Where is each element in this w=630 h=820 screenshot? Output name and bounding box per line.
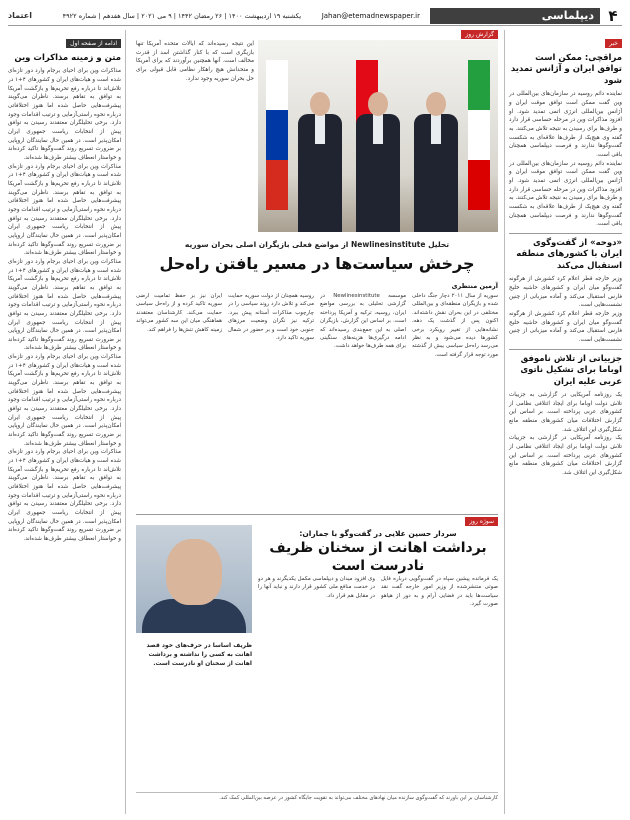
article-col-2: موسسه Newlinesinstitute در گزارشی تحلیلی به بررسی مواضع ایران، روسیه، ترکیه و آمریکا پرداخته است. بر اساس این گزارش، بازیگران اصلی به این جمع‌بندی رسیده‌اند که ادامه درگیری‌ها هزینه‌های سنگینی برای همه طرف‌ها خواهد داشت. (320, 293, 406, 350)
left-title[interactable]: متن و زمینه مذاکرات وین (14, 53, 121, 63)
divider (509, 233, 622, 234)
article-col-3: روسیه همچنان از دولت سوریه حمایت می‌کند و تلاش دارد روند سیاسی را در چارچوب مذاکرات آستانه پیش ببرد. ترکیه نیز نگران وضعیت مرزهای جنوبی خود است و بر حضور در شمال سوریه تاکید دارد. (228, 293, 314, 341)
masthead-bar (8, 6, 622, 26)
main-headline[interactable]: چرخش سیاست‌ها در مسیر یافتن راه‌حل (159, 254, 475, 273)
story1-body-cont: نماینده دائم روسیه در سازمان‌های بین‌المللی در وین گفت ممکن است توافق موقت ایران و آژانس بین‌المللی انرژی اتمی تمدید شود. او افزود مذاکرات وین در مرحله حساسی قرار دارد و طرف‌ها برای رسیدن به نتیجه تلاش می‌کنند. به گفته وی هیچ‌یک از طرف‌ها علاقه‌ای به شکست گفت‌وگوها ندارند و فرصت دیپلماسی همچنان باقی است. (509, 160, 622, 228)
story1-title[interactable]: مراقچی: ممکن است توافق ایران و آژانس تمدید شود (510, 53, 622, 86)
page-number: ۴ (608, 6, 618, 25)
right-column (504, 30, 622, 814)
left-body: مذاکرات وین برای احیای برجام وارد دور تازه‌ای شده است و هیات‌های ایران و کشورهای ۴+۱ در تلاش‌اند تا درباره رفع تحریم‌ها و بازگشت آمریکا به توافق به تفاهم برسند. ناظران می‌گویند پیشرفت‌هایی حاصل شده اما هنوز اختلافاتی درباره نحوه راستی‌آزمایی و ترتیب اقدامات وجود دارد. برخی تحلیلگران معتقدند رسیدن به توافق پیش از انتخابات ریاست جمهوری ایران امکان‌پذیر است. در همین حال نمایندگان اروپایی بر ضرورت تسریع روند گفت‌وگوها تاکید کرده‌اند و خواستار انعطاف بیشتر طرف‌ها شده‌اند. (8, 68, 121, 162)
dateline: یکشنبه ۱۹ اردیبهشت ۱۴۰۰ | ۲۶ رمضان ۱۴۴۲ | ۹ می ۲۰۲۱ | سال هفدهم | شماره ۴۹۲۲ (62, 11, 302, 20)
interview-section (136, 514, 498, 814)
story2-body-cont: وزیر خارجه قطر اعلام کرد کشورش از هرگونه گفت‌وگو میان ایران و کشورهای حاشیه خلیج فارس استقبال می‌کند و آماده میزبانی از چنین نشست‌هایی است. (509, 310, 622, 343)
story1-body: نماینده دائم روسیه در سازمان‌های بین‌المللی در وین گفت ممکن است توافق موقت ایران و آژانس بین‌المللی انرژی اتمی تمدید شود. او افزود مذاکرات وین در مرحله حساسی قرار دارد و طرف‌ها برای رسیدن به نتیجه تلاش می‌کنند. به گفته وی هیچ‌یک از طرف‌ها علاقه‌ای به شکست گفت‌وگوها ندارند و فرصت دیپلماسی همچنان باقی است. (509, 91, 622, 158)
author-name: آرمین منتظری (451, 282, 498, 290)
left-body-cont2: مذاکرات وین برای احیای برجام وارد دور تازه‌ای شده است و هیات‌های ایران و کشورهای ۴+۱ در تلاش‌اند تا درباره رفع تحریم‌ها و بازگشت آمریکا به توافق به تفاهم برسند. ناظران می‌گویند پیشرفت‌هایی حاصل شده اما هنوز اختلافاتی درباره نحوه راستی‌آزمایی و ترتیب اقدامات وجود دارد. برخی تحلیلگران معتقدند رسیدن به توافق پیش از انتخابات ریاست جمهوری ایران امکان‌پذیر است. در همین حال نمایندگان اروپایی بر ضرورت تسریع روند گفت‌وگوها تاکید کرده‌اند و خواستار انعطاف بیشتر طرف‌ها شده‌اند. (8, 258, 121, 352)
interview-columns (258, 575, 498, 811)
interview-footer-text: کارشناسان بر این باورند که گفت‌وگوی سازنده میان نهادهای مختلف می‌تواند به تقویت جایگاه کشور در عرصه بین‌المللی کمک کند. (136, 792, 498, 814)
left-body-cont3: مذاکرات وین برای احیای برجام وارد دور تازه‌ای شده است و هیات‌های ایران و کشورهای ۴+۱ در تلاش‌اند تا درباره رفع تحریم‌ها و بازگشت آمریکا به توافق به تفاهم برسند. ناظران می‌گویند پیشرفت‌هایی حاصل شده اما هنوز اختلافاتی درباره نحوه راستی‌آزمایی و ترتیب اقدامات وجود دارد. برخی تحلیلگران معتقدند رسیدن به توافق پیش از انتخابات ریاست جمهوری ایران امکان‌پذیر است. در همین حال نمایندگان اروپایی بر ضرورت تسریع روند گفت‌وگوها تاکید کرده‌اند و خواستار انعطاف بیشتر طرف‌ها شده‌اند. (8, 354, 121, 447)
left-column (8, 30, 126, 814)
left-body-cont4: مذاکرات وین برای احیای برجام وارد دور تازه‌ای شده است و هیات‌های ایران و کشورهای ۴+۱ در تلاش‌اند تا درباره رفع تحریم‌ها و بازگشت آمریکا به توافق به تفاهم برسند. ناظران می‌گویند پیشرفت‌هایی حاصل شده اما هنوز اختلافاتی درباره نحوه راستی‌آزمایی و ترتیب اقدامات وجود دارد. برخی تحلیلگران معتقدند رسیدن به توافق پیش از انتخابات ریاست جمهوری ایران امکان‌پذیر است. در همین حال نمایندگان اروپایی بر ضرورت تسریع روند گفت‌وگوها تاکید کرده‌اند و خواستار انعطاف بیشتر طرف‌ها شده‌اند. (8, 449, 121, 542)
left-body-cont: مذاکرات وین برای احیای برجام وارد دور تازه‌ای شده است و هیات‌های ایران و کشورهای ۴+۱ در تلاش‌اند تا درباره رفع تحریم‌ها و بازگشت آمریکا به توافق به تفاهم برسند. ناظران می‌گویند پیشرفت‌هایی حاصل شده اما هنوز اختلافاتی درباره نحوه راستی‌آزمایی و ترتیب اقدامات وجود دارد. برخی تحلیلگران معتقدند رسیدن به توافق پیش از انتخابات ریاست جمهوری ایران امکان‌پذیر است. در همین حال نمایندگان اروپایی بر ضرورت تسریع روند گفت‌وگوها تاکید کرده‌اند و خواستار انعطاف بیشتر طرف‌ها شده‌اند. (8, 163, 121, 257)
interview-col-2: وی افزود میدان و دیپلماسی مکمل یکدیگرند و هر دو در خدمت منافع ملی کشور قرار دارند و نباید آنها را در مقابل هم قرار داد. (258, 576, 375, 599)
russia-flag-icon (266, 60, 288, 210)
leader-figure (414, 92, 458, 232)
headline-kicker: تحلیل Newlinesinstitute از مواضع فعلی بازیگران اصلی بحران سوریه (184, 240, 450, 249)
website-link[interactable]: Jahan@etemadnewspaper.ir (321, 11, 420, 20)
section-title: دیپلماسی (430, 8, 600, 24)
leader-figure (298, 92, 342, 232)
newspaper-logo: اعتماد (8, 11, 32, 20)
report-tag: گزارش روز (461, 30, 498, 39)
story2-title[interactable]: «دوحه» از گفت‌وگوی ایران با کشورهای منطقه استقبال می‌کند (516, 237, 622, 271)
teaser-text: این نتیجه رسیده‌اند که ایالات متحده آمریکا تنها بازیگری است که با کنار گذاشتن اسد از قدرت مخالف است. آنها همچنین برآوردند که برای آمریکا و متحدانش هیچ راهکار نظامی قابل قبولی برای حل بحران سوریه وجود ندارد. (136, 41, 254, 82)
interview-tag: سوژه روز (465, 517, 498, 526)
article-columns (136, 292, 498, 508)
story2-body: وزیر خارجه قطر اعلام کرد کشورش از هرگونه گفت‌وگو میان ایران و کشورهای حاشیه خلیج فارس استقبال می‌کند و آماده میزبانی از چنین نشست‌هایی است. (509, 276, 622, 309)
interview-title[interactable]: برداشت اهانت از سخنان ظریف نادرست است (269, 540, 487, 574)
iran-flag-icon (468, 60, 490, 210)
story3-body: یک روزنامه آمریکایی در گزارشی به جزییات تلاش دولت اوباما برای ایجاد ائتلافی نظامی از کشورهای عربی پرداخته است. بر اساس این گزارش اختلافات میان کشورهای منطقه مانع شکل‌گیری این ائتلاف شد. (509, 391, 622, 433)
story3-title[interactable]: جزییاتی از تلاش ناموفق اوباما برای تشکیل ناتوی عربی علیه ایران (520, 353, 622, 387)
interviewee-photo (136, 525, 252, 633)
center-column (136, 30, 498, 814)
interview-kicker: سردار حسین علایی در گفت‌وگو با جماران: (299, 529, 457, 538)
leader-figure (356, 92, 400, 232)
story3-body-cont: یک روزنامه آمریکایی در گزارشی به جزییات تلاش دولت اوباما برای ایجاد ائتلافی نظامی از کشورهای عربی پرداخته است. بر اساس این گزارش اختلافات میان کشورهای منطقه مانع شکل‌گیری این ائتلاف شد. (509, 435, 622, 476)
interview-col-1: یک فرمانده پیشین سپاه در گفت‌وگویی درباره فایل صوتی منتشرشده از وزیر امور خارجه گفت نقد سیاست‌ها باید در فضایی آرام و به دور از هیاهو صورت گیرد. (381, 576, 498, 608)
news-tag: خبر (605, 39, 622, 48)
summit-photo (258, 40, 498, 232)
continued-tag: ادامه از صفحه اول (66, 39, 121, 48)
article-col-4: ایران نیز بر حفظ تمامیت ارضی سوریه تاکید کرده و از راه‌حل سیاسی حمایت می‌کند. کارشناسان معتقدند هماهنگی میان این سه کشور می‌تواند زمینه کاهش تنش‌ها را فراهم کند. (136, 293, 222, 333)
article-col-1: سوریه از سال ۲۰۱۱ دچار جنگ داخلی شده و بازیگران منطقه‌ای و بین‌المللی مختلفی در این بحران نقش داشته‌اند. اکنون پس از گذشت یک دهه، نشانه‌هایی از تغییر رویکرد برخی کشورها دیده می‌شود و به نظر می‌رسد راه‌حل سیاسی بیش از گذشته مورد توجه قرار گرفته است. (412, 293, 498, 358)
pull-quote: ظریف اساسا در حرف‌های خود قصد اهانت به کسی را نداشته و برداشت اهانت از سخنان او نادرست است. (146, 642, 252, 667)
divider (509, 349, 622, 350)
